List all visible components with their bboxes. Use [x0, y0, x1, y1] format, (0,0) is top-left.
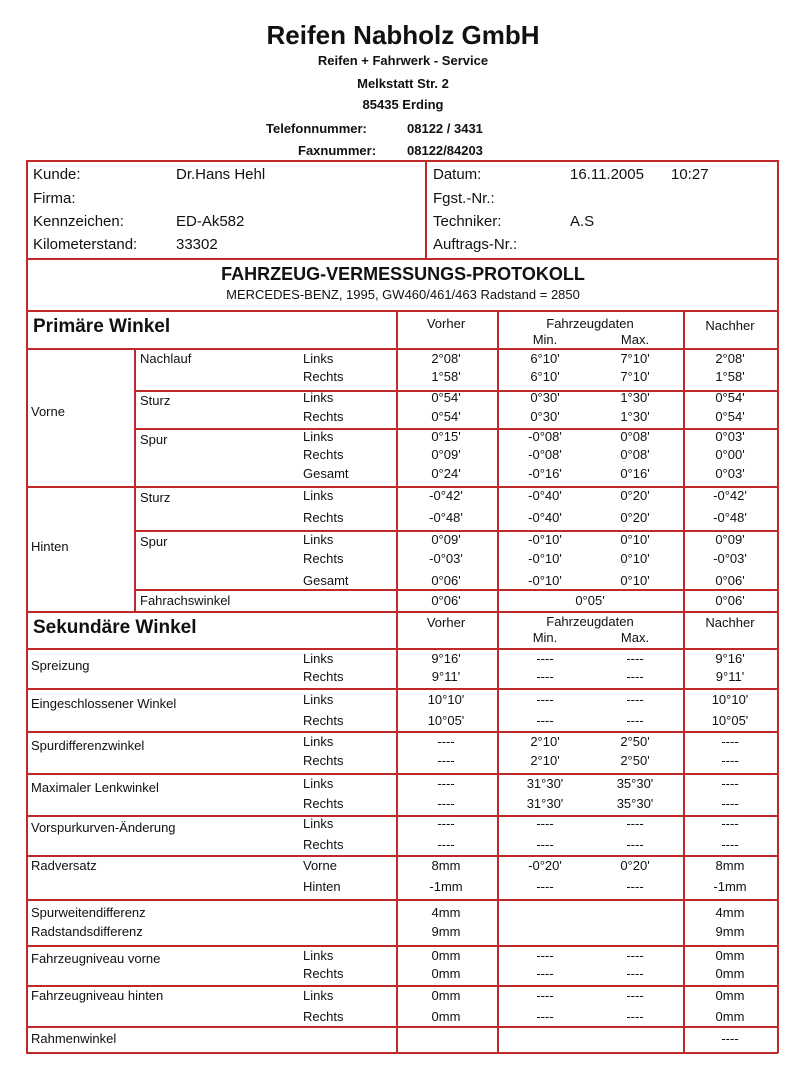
param-label: Spurweitendifferenz [31, 905, 146, 920]
value-min: ---- [536, 1009, 554, 1024]
value-nachher: ---- [721, 753, 739, 768]
col-fahrzeugdaten: Fahrzeugdaten [546, 316, 634, 331]
value-max: ---- [626, 966, 644, 981]
protocol-title: FAHRZEUG-VERMESSUNGS-PROTOKOLL [221, 264, 585, 284]
value-vorher: 4mm [431, 905, 461, 920]
secondary-section-title: Sekundäre Winkel [33, 617, 197, 638]
value-min: ---- [536, 669, 554, 684]
side-label: Rechts [303, 447, 344, 462]
side-label: Gesamt [303, 573, 349, 588]
protocol-subtitle: MERCEDES-BENZ, 1995, GW460/461/463 Radstand = 2850 [226, 287, 580, 302]
phone-number: 08122 / 3431 [407, 121, 483, 136]
value-nachher: 0mm [715, 966, 745, 981]
value-max: ---- [626, 948, 644, 963]
value-max: 0°10' [620, 551, 650, 566]
value-vorher: ---- [437, 837, 455, 852]
value-vorher: -0°42' [429, 488, 463, 503]
value-max: 0°08' [620, 447, 650, 462]
side-label: Gesamt [303, 466, 349, 481]
value-nachher: ---- [721, 837, 739, 852]
fahrachs-nachher: 0°06' [715, 593, 745, 608]
value-min: ---- [536, 966, 554, 981]
value-nachher: 4mm [715, 905, 745, 920]
value-max: ---- [626, 669, 644, 684]
fahrachs-vorher: 0°06' [431, 593, 461, 608]
value-max: 2°50' [620, 753, 650, 768]
col-max: Max. [620, 332, 650, 347]
value-max: ---- [626, 1009, 644, 1024]
value-min: -0°40' [528, 488, 562, 503]
param-spur-hinten: Spur [140, 534, 168, 549]
param-sturz-vorne: Sturz [140, 393, 171, 408]
value-min: 31°30' [526, 776, 564, 791]
col-max-2: Max. [620, 630, 650, 645]
value-vorher: ---- [437, 753, 455, 768]
value-nachher: 0°03' [715, 466, 745, 481]
value-max: 0°08' [620, 429, 650, 444]
side-label: Rechts [303, 966, 344, 981]
value-min: ---- [536, 948, 554, 963]
value-nachher: 0°54' [715, 390, 745, 405]
value-min: ---- [536, 816, 554, 831]
value-nachher: ---- [721, 1031, 739, 1046]
value-vorher: 0mm [431, 948, 461, 963]
zeit-value: 10:27 [671, 166, 709, 183]
value-max: 0°10' [620, 573, 650, 588]
side-label: Links [303, 776, 334, 791]
value-vorher: 0mm [431, 1009, 461, 1024]
group-hinten: Hinten [31, 539, 69, 554]
value-nachher: 8mm [715, 858, 745, 873]
value-min: ---- [536, 651, 554, 666]
value-vorher: ---- [437, 796, 455, 811]
value-vorher: 0°54' [431, 390, 461, 405]
param-label: Radstandsdifferenz [31, 924, 143, 939]
param-spur-vorne: Spur [140, 432, 168, 447]
value-min: 2°10' [530, 753, 560, 768]
side-label: Links [303, 948, 334, 963]
side-label: Rechts [303, 409, 344, 424]
value-max: 35°30' [616, 796, 654, 811]
value-min: ---- [536, 837, 554, 852]
value-vorher: 1°58' [431, 369, 461, 384]
value-nachher: -1mm [713, 879, 747, 894]
value-nachher: -0°03' [713, 551, 747, 566]
value-max: 35°30' [616, 776, 654, 791]
side-label: Rechts [303, 837, 344, 852]
value-vorher: -0°48' [429, 510, 463, 525]
value-vorher: 0mm [431, 988, 461, 1003]
side-label: Hinten [303, 879, 341, 894]
param-fahrachswinkel: Fahrachswinkel [140, 593, 231, 608]
side-label: Links [303, 816, 334, 831]
kennzeichen-value: ED-Ak582 [176, 213, 245, 230]
value-max: 0°16' [620, 466, 650, 481]
side-label: Rechts [303, 796, 344, 811]
value-max: 7°10' [620, 369, 650, 384]
value-min: -0°08' [528, 429, 562, 444]
value-vorher: 0°09' [431, 532, 461, 547]
value-nachher: 0mm [715, 988, 745, 1003]
side-label: Links [303, 351, 334, 366]
value-nachher: 0°00' [715, 447, 745, 462]
param-label: Radversatz [31, 858, 97, 873]
param-label: Fahrzeugniveau hinten [31, 988, 164, 1003]
value-max: 2°50' [620, 734, 650, 749]
col-nachher: Nachher [705, 318, 755, 333]
value-min: 2°10' [530, 734, 560, 749]
param-label: Spurdifferenzwinkel [31, 738, 145, 753]
value-nachher: 9°11' [715, 669, 745, 684]
company-name: Reifen Nabholz GmbH [266, 20, 540, 50]
techniker-value: A.S [570, 213, 595, 230]
datum-value: 16.11.2005 [570, 166, 644, 183]
fax-number: 08122/84203 [407, 143, 483, 158]
param-label: Fahrzeugniveau vorne [31, 951, 161, 966]
company-city: 85435 Erding [362, 97, 444, 112]
value-nachher: 9°16' [715, 651, 745, 666]
side-label: Links [303, 488, 334, 503]
value-vorher: 10°10' [427, 692, 465, 707]
side-label: Rechts [303, 510, 344, 525]
value-vorher: 0°15' [431, 429, 461, 444]
km-label: Kilometerstand: [33, 236, 138, 253]
value-min: -0°10' [528, 532, 562, 547]
value-vorher: 9°11' [431, 669, 461, 684]
value-max: 0°20' [620, 858, 650, 873]
value-vorher: 0°54' [431, 409, 461, 424]
value-min: -0°20' [528, 858, 562, 873]
side-label: Rechts [303, 669, 344, 684]
value-vorher: 8mm [431, 858, 461, 873]
value-nachher: 10°05' [711, 713, 749, 728]
kennzeichen-label: Kennzeichen: [33, 213, 124, 230]
value-nachher: 0°54' [715, 409, 745, 424]
side-label: Links [303, 734, 334, 749]
value-max: 7°10' [620, 351, 650, 366]
auftrag-label: Auftrags-Nr.: [433, 236, 518, 253]
param-label: Maximaler Lenkwinkel [31, 780, 159, 795]
side-label: Vorne [303, 858, 337, 873]
value-min: ---- [536, 879, 554, 894]
param-label: Spreizung [31, 658, 90, 673]
value-min: -0°10' [528, 573, 562, 588]
value-nachher: 0mm [715, 948, 745, 963]
value-vorher: 10°05' [427, 713, 465, 728]
phone-label: Telefonnummer: [266, 121, 367, 136]
value-nachher: ---- [721, 816, 739, 831]
fahrachs-spec: 0°05' [575, 593, 605, 608]
fgst-label: Fgst.-Nr.: [433, 190, 495, 207]
value-min: -0°08' [528, 447, 562, 462]
value-max: ---- [626, 713, 644, 728]
company-tagline: Reifen + Fahrwerk - Service [317, 53, 489, 68]
param-label: Rahmenwinkel [31, 1031, 117, 1046]
km-value: 33302 [176, 236, 218, 253]
value-vorher: 0°06' [431, 573, 461, 588]
side-label: Links [303, 390, 334, 405]
value-nachher: 0°09' [715, 532, 745, 547]
value-min: 6°10' [530, 369, 560, 384]
value-nachher: 0mm [715, 1009, 745, 1024]
param-label: Vorspurkurven-Änderung [31, 820, 176, 835]
value-vorher: ---- [437, 734, 455, 749]
side-label: Links [303, 988, 334, 1003]
group-vorne: Vorne [31, 404, 65, 419]
side-label: Links [303, 692, 334, 707]
col-vorher: Vorher [426, 316, 466, 331]
value-min: ---- [536, 692, 554, 707]
col-min: Min. [532, 332, 558, 347]
value-min: ---- [536, 713, 554, 728]
value-min: 31°30' [526, 796, 564, 811]
value-max: 0°20' [620, 510, 650, 525]
value-nachher: 1°58' [715, 369, 745, 384]
value-min: 6°10' [530, 351, 560, 366]
side-label: Links [303, 532, 334, 547]
value-vorher: 0mm [431, 966, 461, 981]
value-nachher: 10°10' [711, 692, 749, 707]
value-min: -0°10' [528, 551, 562, 566]
value-max: ---- [626, 651, 644, 666]
col-min-2: Min. [532, 630, 558, 645]
value-max: ---- [626, 816, 644, 831]
value-vorher: 9mm [431, 924, 461, 939]
value-vorher: 0°24' [431, 466, 461, 481]
techniker-label: Techniker: [433, 213, 502, 230]
value-vorher: 9°16' [431, 651, 461, 666]
datum-label: Datum: [433, 166, 482, 183]
value-min: -0°40' [528, 510, 562, 525]
value-vorher: 0°09' [431, 447, 461, 462]
col-nachher-2: Nachher [705, 615, 755, 630]
value-vorher: -1mm [429, 879, 463, 894]
value-nachher: ---- [721, 776, 739, 791]
side-label: Rechts [303, 369, 344, 384]
primary-section-title: Primäre Winkel [33, 316, 171, 337]
value-nachher: 9mm [715, 924, 745, 939]
value-vorher: ---- [437, 776, 455, 791]
value-nachher: -0°42' [713, 488, 747, 503]
value-vorher: ---- [437, 816, 455, 831]
side-label: Rechts [303, 753, 344, 768]
value-min: 0°30' [530, 390, 560, 405]
value-max: ---- [626, 879, 644, 894]
fax-label: Faxnummer: [298, 143, 377, 158]
side-label: Links [303, 651, 334, 666]
kunde-label: Kunde: [33, 166, 81, 183]
side-label: Rechts [303, 713, 344, 728]
col-fahrzeugdaten-2: Fahrzeugdaten [546, 614, 634, 629]
value-max: ---- [626, 692, 644, 707]
value-vorher: 2°08' [431, 351, 461, 366]
side-label: Rechts [303, 551, 344, 566]
col-vorher-2: Vorher [426, 615, 466, 630]
value-min: ---- [536, 988, 554, 1003]
value-min: -0°16' [528, 466, 562, 481]
value-min: 0°30' [530, 409, 560, 424]
value-nachher: -0°48' [713, 510, 747, 525]
value-max: ---- [626, 988, 644, 1003]
param-nachlauf: Nachlauf [140, 351, 192, 366]
value-nachher: 0°03' [715, 429, 745, 444]
kunde-value: Dr.Hans Hehl [176, 166, 266, 183]
firma-label: Firma: [33, 190, 76, 207]
value-max: ---- [626, 837, 644, 852]
value-vorher: -0°03' [429, 551, 463, 566]
side-label: Links [303, 429, 334, 444]
value-max: 1°30' [620, 409, 650, 424]
value-max: 1°30' [620, 390, 650, 405]
param-sturz-hinten: Sturz [140, 490, 171, 505]
value-max: 0°10' [620, 532, 650, 547]
value-max: 0°20' [620, 488, 650, 503]
company-street: Melkstatt Str. 2 [357, 76, 449, 91]
value-nachher: ---- [721, 796, 739, 811]
param-label: Eingeschlossener Winkel [31, 696, 177, 711]
value-nachher: ---- [721, 734, 739, 749]
value-nachher: 2°08' [715, 351, 745, 366]
side-label: Rechts [303, 1009, 344, 1024]
value-nachher: 0°06' [715, 573, 745, 588]
